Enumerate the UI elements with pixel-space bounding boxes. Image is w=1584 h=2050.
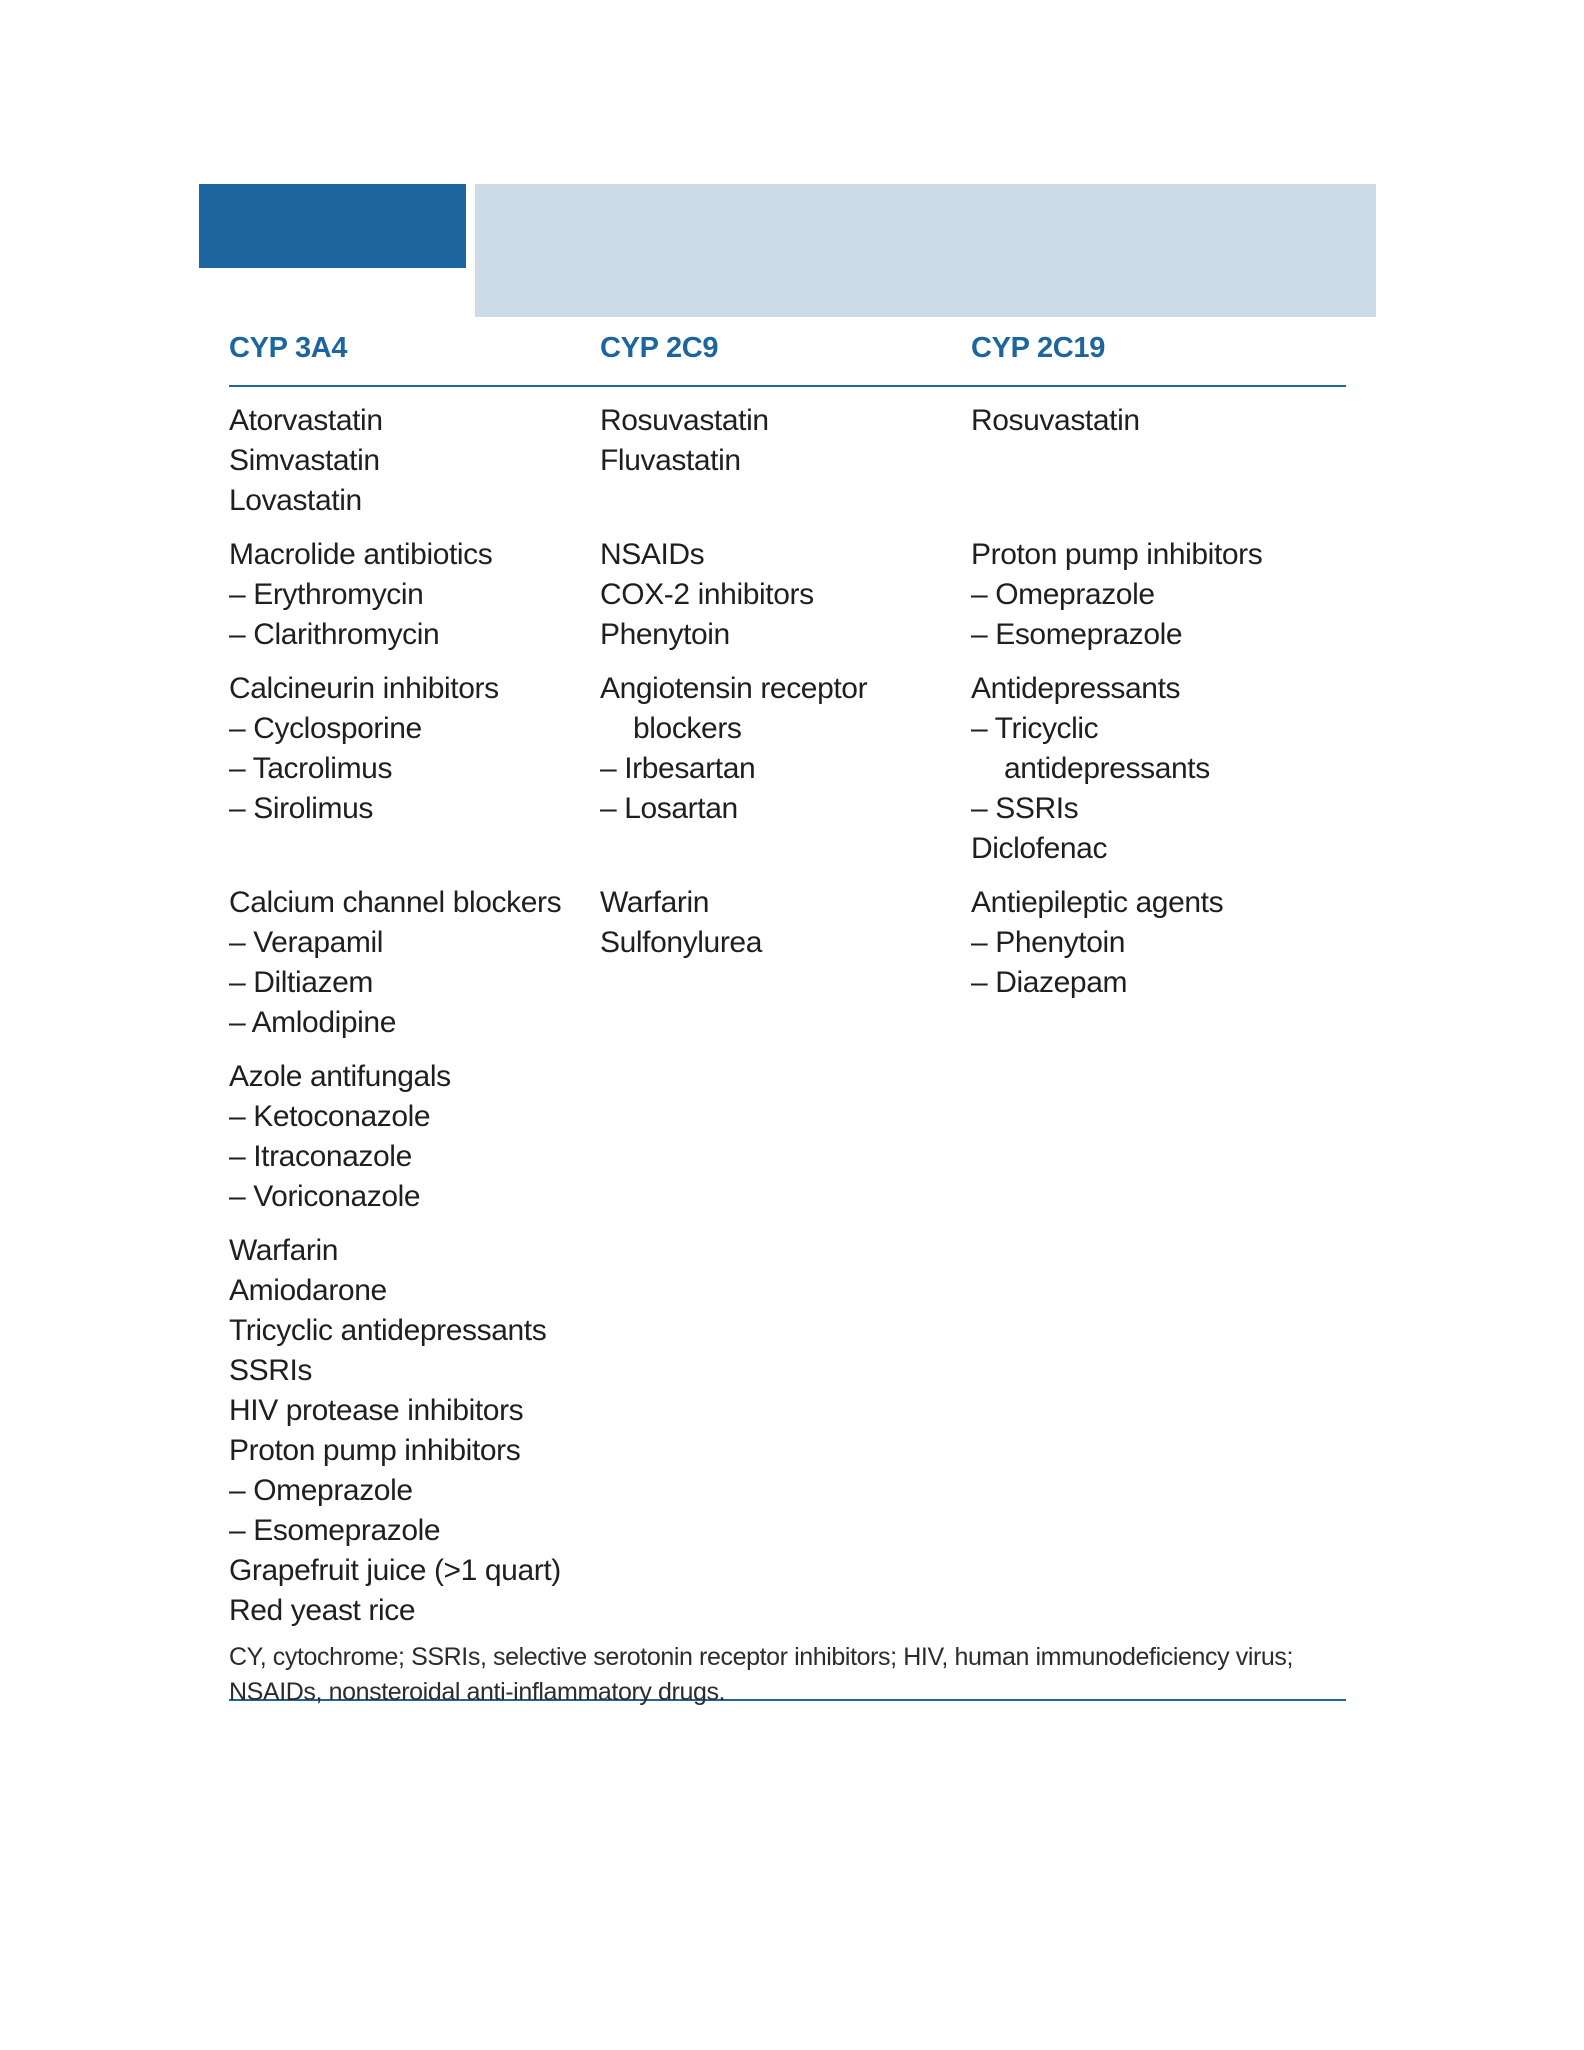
column-header-cyp2c9: CYP 2C9 [600,332,719,364]
drug-line: – Diltiazem [229,966,373,999]
drug-line: Red yeast rice [229,1594,416,1627]
drug-group [229,401,594,521]
drug-line: Rosuvastatin [600,404,769,437]
drug-line: COX-2 inhibitors [600,578,814,611]
drug-line: – Ketoconazole [229,1100,431,1133]
drug-class-line: Proton pump inhibitors [971,538,1263,571]
footnote-line: NSAIDs, nonsteroidal anti-inflammatory drugs. [229,1678,726,1706]
column-header-cyp3a4: CYP 3A4 [229,332,348,364]
drug-line: – SSRIs [971,792,1079,825]
title-bar-accent [199,184,466,268]
drug-group [229,883,594,1043]
drug-group [229,669,594,869]
table-body [229,387,1346,1701]
drug-line: Grapefruit juice (>1 quart) [229,1554,561,1587]
title-bar-panel [475,184,1376,317]
drug-class-line: Angiotensin receptor [600,672,868,705]
drug-group [600,669,965,869]
drug-group [971,401,1336,521]
drug-line: – Omeprazole [229,1474,413,1507]
drug-line: Atorvastatin [229,404,383,437]
drug-line-continued: antidepressants [1004,752,1210,785]
drug-line: – Esomeprazole [971,618,1183,651]
drug-class-line: Calcineurin inhibitors [229,672,499,705]
drug-line: Fluvastatin [600,444,741,477]
drug-line: – Tacrolimus [229,752,393,785]
drug-line: Sulfonylurea [600,926,762,959]
drug-line: – Itraconazole [229,1140,412,1173]
drug-line: Tricyclic antidepressants [229,1314,547,1347]
drug-line: – Cyclosporine [229,712,422,745]
drug-line: Rosuvastatin [971,404,1140,437]
drug-line: NSAIDs [600,538,705,571]
drug-line: Diclofenac [971,832,1108,865]
drug-line: – Voriconazole [229,1180,421,1213]
drug-group [600,535,965,655]
drug-line: – Verapamil [229,926,384,959]
drug-group [229,535,594,655]
table-footnote [229,1640,1346,1710]
drug-line: SSRIs [229,1354,313,1387]
drug-line: HIV protease inhibitors [229,1394,524,1427]
column-cyp2c19 [971,401,1336,1017]
drug-line: Simvastatin [229,444,380,477]
drug-line: – Esomeprazole [229,1514,441,1547]
drug-line: – Sirolimus [229,792,373,825]
drug-line: Warfarin [600,886,710,919]
drug-class-line: Proton pump inhibitors [229,1434,521,1467]
drug-group [971,669,1336,869]
drug-group [600,883,965,963]
drug-line: – Clarithromycin [229,618,440,651]
column-cyp2c9 [600,401,965,977]
drug-line: – Diazepam [971,966,1128,999]
drug-class-line: Calcium channel blockers [229,886,562,919]
drug-group [971,883,1336,1003]
drug-class-line: Antiepileptic agents [971,886,1224,919]
column-header-cyp2c19: CYP 2C19 [971,332,1106,364]
drug-line: – Phenytoin [971,926,1126,959]
footnote-line: CY, cytochrome; SSRIs, selective serotonin receptor inhibitors; HIV, human immunodeficiency virus; [229,1643,1294,1671]
cyp-substrate-table [229,320,1346,1701]
drug-line: Warfarin [229,1234,339,1267]
drug-group [229,1057,594,1217]
drug-group [971,535,1336,655]
drug-line: Phenytoin [600,618,730,651]
drug-group [600,401,965,521]
drug-line: – Tricyclic [971,712,1099,745]
drug-group [229,1231,594,1631]
drug-line: – Irbesartan [600,752,756,785]
drug-line: – Amlodipine [229,1006,396,1039]
drug-class-line: Azole antifungals [229,1060,451,1093]
drug-class-line-continued: blockers [633,712,742,745]
drug-line: – Erythromycin [229,578,424,611]
drug-class-line: Antidepressants [971,672,1181,705]
drug-line: Amiodarone [229,1274,387,1307]
column-cyp3a4 [229,401,594,1645]
drug-line: – Omeprazole [971,578,1155,611]
table-header-row [229,320,1346,387]
drug-line: Lovastatin [229,484,362,517]
drug-line: – Losartan [600,792,738,825]
drug-class-line: Macrolide antibiotics [229,538,493,571]
